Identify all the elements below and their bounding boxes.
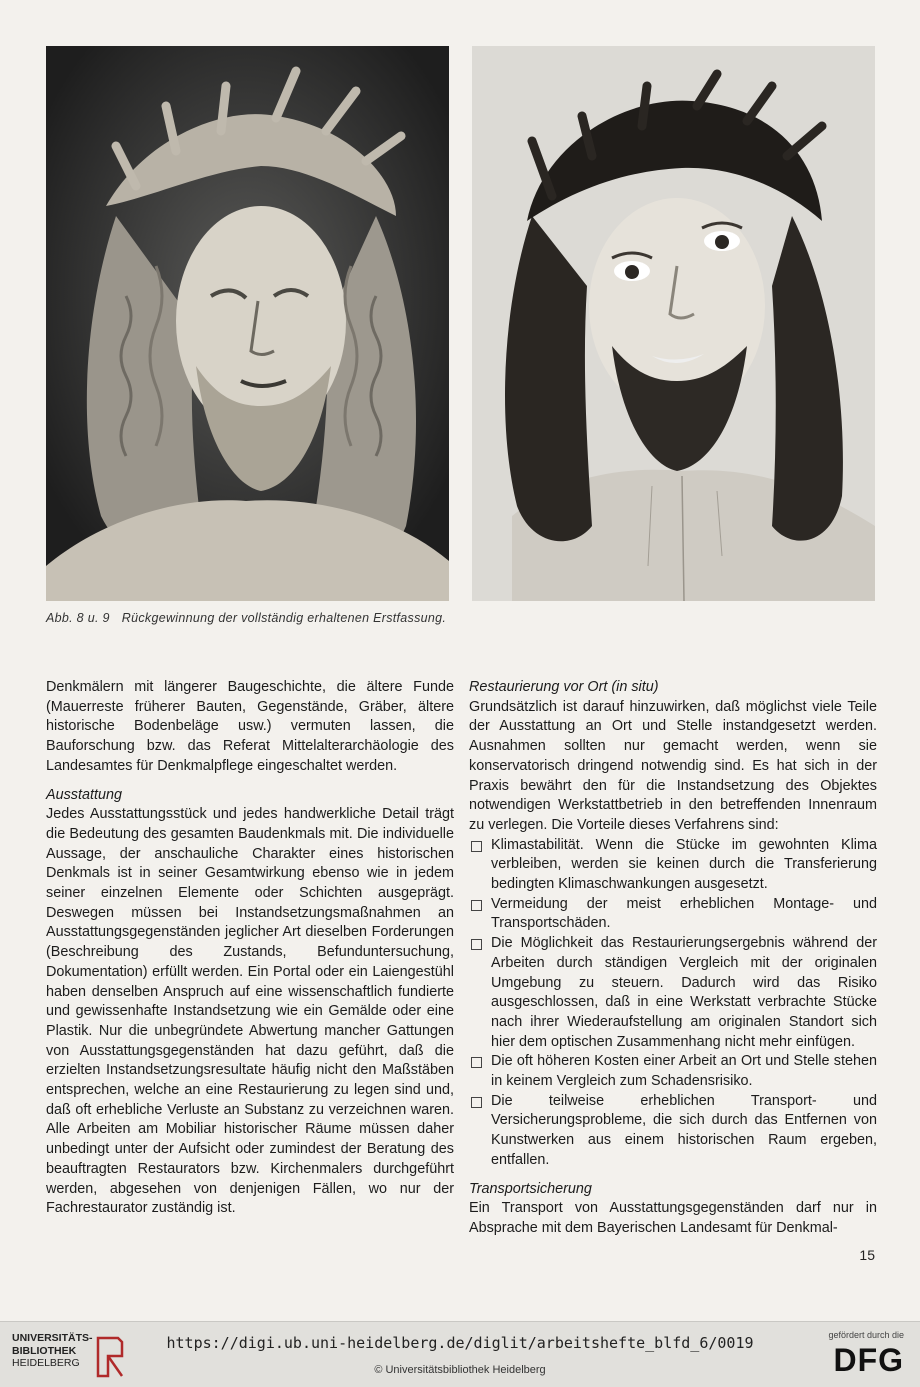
page-url-link[interactable]: https://digi.ub.uni-heidelberg.de/diglit/arbeitshefte_blfd_6/0019 — [166, 1334, 754, 1352]
checkbox-square-icon — [471, 841, 482, 852]
transport-paragraph: Ein Transport von Ausstattungsgegenständen darf nur in Absprache mit dem Bayerischen Landesamt für Denkmal- — [469, 1200, 877, 1236]
checkbox-square-icon — [471, 1097, 482, 1108]
checkbox-square-icon — [471, 900, 482, 911]
funding-note: gefördert durch die — [828, 1330, 904, 1340]
checkbox-square-icon — [471, 939, 482, 950]
caption-text: Rückgewinnung der vollständig erhaltenen Erstfassung. — [121, 611, 447, 625]
list-item-text: Vermeidung der meist erheblichen Montage- und Transportschäden. — [491, 895, 877, 932]
heading-transportsicherung: Transportsicherung — [469, 1180, 592, 1197]
library-line3: HEIDELBERG — [12, 1357, 80, 1369]
list-item-text: Klimastabilität. Wenn die Stücke im gewohnten Klima verbleiben, werden sie keinen durch die Transferierung bedingten Klimaschwankungen ausgesetzt. — [491, 836, 877, 893]
list-item-text: Die oft höheren Kosten einer Arbeit an Ort und Stelle stehen in keinem Vergleich zum Schadensrisiko. — [491, 1053, 877, 1090]
footer-bar — [0, 1321, 920, 1387]
heading-restaurierung: Restaurierung vor Ort (in situ) — [469, 679, 659, 695]
intro-paragraph: Denkmälern mit längerer Baugeschichte, die ältere Funde (Mauerreste früherer Bauten, Gegenstände, Gräber, ältere historische Bodenbeläge usw.) vermuten lassen, die Bauforschung bzw. das Referat Mittelalterarchäologie des Landesamtes für Denkmalpflege eingeschaltet werden. — [46, 679, 454, 774]
copyright-notice: © Universitätsbibliothek Heidelberg — [374, 1364, 546, 1376]
caption-label: Abb. 8 u. 9 — [46, 611, 110, 625]
page-number: 15 — [859, 1247, 875, 1263]
figure-sculpture-painted — [472, 46, 875, 601]
checkbox-square-icon — [471, 1057, 482, 1068]
ausstattung-paragraph: Jedes Ausstattungsstück und jedes handwerkliche Detail trägt die Bedeutung des gesamten Baudenkmals mit. Die individuelle Aussage, der anschauliche Charakter eines historischen Denkmals ist in seiner Gesamtwirkung ebenso wie in jedem seiner einzelnen Elemente oder Schichten ausgeprägt. Deswegen müssen bei Instandsetzungsmaßnahmen an Ausstattungsgegenständen jeglicher Art dieselben Forderungen (Beschreibung des Zustands, Befunduntersuchung, Dokumentation) erfüllt werden. Ein Portal oder ein Laiengestühl haben denselben Anspruch auf eine wissenschaftlich fundierte und gewissenhafte Instandsetzung wie ein Gemälde oder eine Plastik. Nur die unbegründete Abwertung mancher Gattungen von Ausstattungsgegenständen hat dazu geführt, daß die erzielten Instandsetzungsresultate häufig nicht den Maßstäben entsprechen, welche an eine Restaurierung zu legen sind und, daß oft erhebliche Verluste an Substanz zu verzeichnen waren. Alle Arbeiten am Mobiliar historischer Räume müssen daher unbedingt unter der Aufsicht oder zumindest der Beratung des beauftragten Restaurators bzw. Kirchenmalers durchgeführt werden, abgesehen von denjenigen Fällen, wo nur der Fachrestaurator zuständig ist. — [46, 806, 454, 1217]
list-item — [469, 934, 877, 1052]
list-item-text: Die teilweise erheblichen Transport- und Versicherungsprobleme, die sich durch das Entfernen von Kunstwerken aus einem historischen Raum ergeben, entfallen. — [491, 1092, 877, 1168]
list-item-text: Die Möglichkeit das Restaurierungsergebnis während der Arbeiten durch ständigen Vergleich mit der originalen Umgebung zu steuern. Dadurch wird das Risiko ausgeschlossen, daß in eine Werkstatt verbrachte Stücke nach ihrer Wiederaufstellung am originalen Standort sich hier dem optischen Zusammenhang nicht mehr einfügen. — [491, 935, 877, 1050]
list-item — [469, 836, 877, 895]
dfg-logo: DFG — [833, 1342, 904, 1378]
list-item — [469, 1052, 877, 1091]
figure-caption — [46, 610, 452, 627]
right-column — [469, 678, 877, 1239]
library-line1: UNIVERSITÄTS- — [12, 1332, 93, 1344]
figure-sculpture-wood — [46, 46, 449, 601]
restaurierung-paragraph: Grundsätzlich ist darauf hinzuwirken, daß möglichst viele Teile der Ausstattung an Ort und Stelle instandgesetzt werden. Ausnahmen sollten nur gemacht werden, wenn sie konservatorisch dringend notwendig sind. Es hat sich in der Praxis bewährt den für die Instandsetzung des Objektes notwendigen Werkstattbetrieb in den betreffenden Innenraum zu verlegen. Die Vorteile dieses Verfahrens sind: — [469, 698, 877, 833]
left-column — [46, 678, 454, 1219]
list-item — [469, 1092, 877, 1171]
library-line2: BIBLIOTHEK — [12, 1344, 77, 1357]
heading-ausstattung: Ausstattung — [46, 786, 123, 803]
advantages-list — [469, 836, 877, 1171]
list-item — [469, 895, 877, 934]
